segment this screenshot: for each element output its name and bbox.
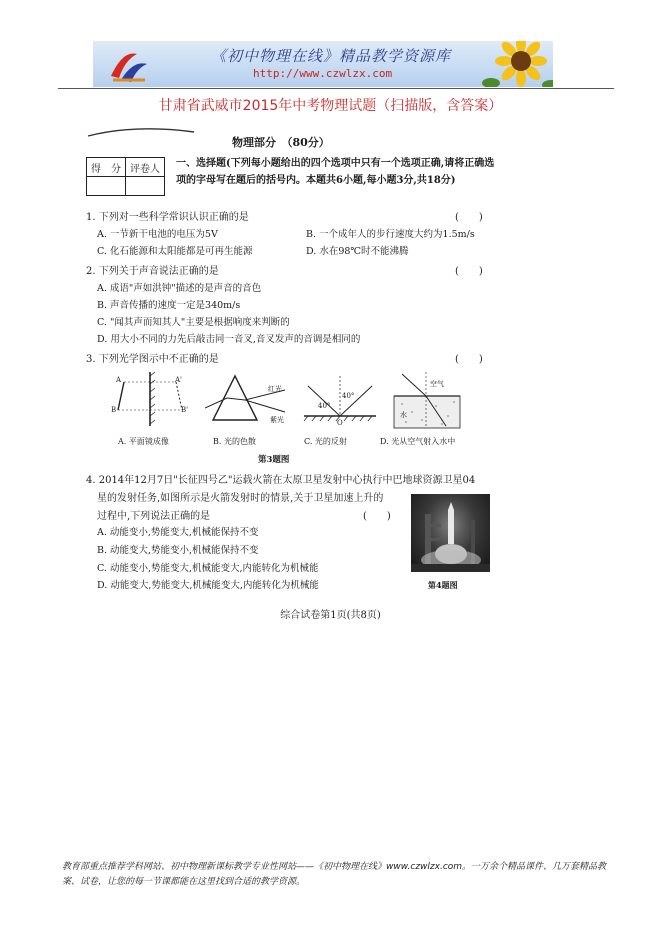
- figure-3a-label-a-prime: A': [175, 376, 182, 384]
- question-2-option-c: C. "闻其声而知其人"主要是根据响度来判断的: [97, 317, 290, 328]
- figure-3a-label-a: A: [116, 376, 122, 384]
- question-3-stem: 3. 下列光学图示中不正确的是: [86, 354, 219, 365]
- rocket-icon: [411, 494, 490, 572]
- score-cell: [87, 177, 126, 196]
- figure-3a-label-b: B: [111, 406, 117, 414]
- question-2-stem: 2. 下列关于声音说法正确的是: [86, 266, 219, 277]
- question-4-option-a: A. 动能变小,势能变大,机械能保持不变: [97, 527, 259, 538]
- question-1-stem: 1. 下列对一些科学常识认识正确的是: [86, 212, 249, 223]
- figure-3d-caption: D. 光从空气射入水中: [380, 437, 456, 446]
- figure-3d-label-air: 空气: [430, 380, 444, 388]
- score-table: [86, 157, 165, 196]
- figure-3c-angle-2: 40°: [342, 392, 355, 400]
- section-intro: 一、选择题(下列每小题给出的四个选项中只有一个选项正确,请将正确选项的字母写在题后的括号内。本题共6小题,每小题3分,共18分): [176, 158, 495, 186]
- figure-3c-angle-1: 40°: [318, 402, 331, 410]
- figure-3c-caption: C. 光的反射: [304, 437, 347, 446]
- site-logo-icon: [107, 46, 151, 84]
- figure-3b-label-violet: 紫光: [270, 416, 284, 424]
- question-4-stem-line-2: 星的发射任务,如图所示是火箭发射时的情景,关于卫星加速上升的: [97, 493, 384, 504]
- question-1-option-c: C. 化石能源和太阳能都是可再生能源: [97, 246, 253, 257]
- scan-edge-mark: [86, 126, 196, 138]
- banner-url[interactable]: http://www.czwlzx.com: [253, 67, 393, 80]
- question-1-option-a: A. 一节新干电池的电压为5V: [97, 229, 218, 240]
- banner-title: 《初中物理在线》精品教学资源库: [211, 47, 452, 65]
- score-label: 得 分: [87, 158, 126, 177]
- site-banner: [93, 41, 553, 87]
- question-1-option-d: D. 水在98℃时不能沸腾: [306, 246, 409, 257]
- question-4-stem-line-1: 4. 2014年12月7日"长征四号乙"运载火箭在太原卫星发射中心执行中巴地球资源卫星04: [86, 475, 476, 486]
- figure-3d-refraction: [392, 368, 462, 430]
- question-2-option-a: A. 成语"声如洪钟"描述的是声音的音色: [97, 283, 262, 294]
- exam-page-footer: 综合试卷第1页(共8页): [280, 610, 381, 621]
- figure-3c-label-o: O: [337, 419, 343, 427]
- question-2-option-d: D. 用大小不同的力先后敲击同一音叉,音叉发声的音调是相同的: [97, 334, 361, 345]
- question-4-stem-line-3: 过程中,下列说法正确的是: [97, 511, 211, 522]
- question-4-option-c: C. 动能变小,势能变大,机械能变大,内能转化为机械能: [97, 563, 319, 574]
- question-4-answer-paren: ( ): [363, 511, 391, 522]
- figure-3-title: 第3题图: [258, 455, 290, 465]
- question-2-option-b: B. 声音传播的速度一定是340m/s: [97, 300, 241, 311]
- question-1-option-b: B. 一个成年人的步行速度大约为1.5m/s: [306, 229, 475, 240]
- question-4-option-b: B. 动能变大,势能变小,机械能保持不变: [97, 545, 259, 556]
- question-4-option-d: D. 动能变大,势能变大,机械能变大,内能转化为机械能: [97, 580, 319, 591]
- question-3-answer-paren: ( ): [455, 354, 483, 365]
- figure-3b-label-red: 红光: [268, 385, 282, 393]
- section-heading: 物理部分 （80分）: [232, 136, 330, 149]
- header-divider: [58, 88, 614, 89]
- rocket-launch-photo: [411, 494, 490, 572]
- figure-3a-caption: A. 平面镜成像: [118, 437, 169, 446]
- figure-3b-caption: B. 光的色散: [213, 437, 256, 446]
- question-1-answer-paren: ( ): [455, 212, 483, 223]
- grader-label: 评卷人: [126, 158, 165, 177]
- site-promo-note: 教育部重点推荐学科网站、初中物理新课标教学专业性网站——《初中物理在线》www.czwlzx.com。一万余个精品课件、几万套精品教案、试卷，让您的每一节课都能在这里找到合适的教学资源。: [62, 862, 607, 887]
- figure-3d-label-water: 水: [400, 411, 407, 419]
- figure-4-caption: 第4题图: [428, 580, 458, 590]
- sunflower-icon: [481, 41, 553, 87]
- page-title: 甘肃省武威市2015年中考物理试题（扫描版，含答案）: [158, 98, 503, 114]
- question-2-answer-paren: ( ): [455, 266, 483, 277]
- grader-cell: [126, 177, 165, 196]
- figure-3a-label-b-prime: B': [181, 406, 189, 414]
